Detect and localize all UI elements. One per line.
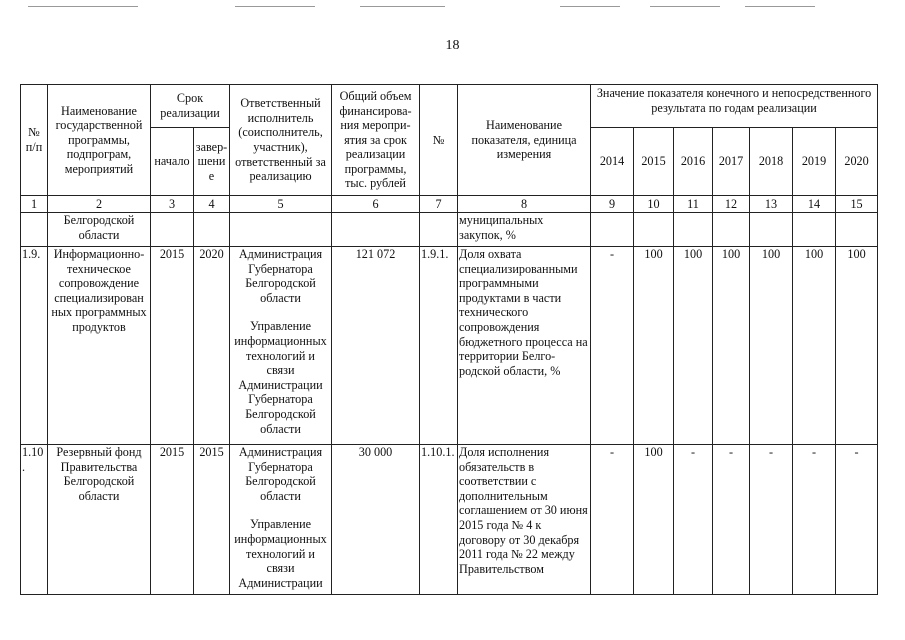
column-number: 14 — [793, 196, 836, 213]
row-value: - — [591, 247, 634, 445]
scan-line-3 — [360, 6, 445, 7]
column-number: 1 — [21, 196, 48, 213]
header-year: 2017 — [713, 128, 750, 196]
scan-line-6 — [745, 6, 815, 7]
column-number: 10 — [634, 196, 674, 213]
column-number: 11 — [674, 196, 713, 213]
header-year: 2019 — [793, 128, 836, 196]
column-number: 7 — [420, 196, 458, 213]
column-number: 8 — [458, 196, 591, 213]
row-value: - — [793, 445, 836, 595]
executor-primary: Администрация Губернатора Белгородской области — [238, 247, 323, 305]
column-number: 4 — [194, 196, 230, 213]
row-value: 100 — [793, 247, 836, 445]
page-number: 18 — [445, 38, 460, 53]
row-indicator-num: 1.10.1. — [420, 445, 458, 595]
row-value: - — [591, 445, 634, 595]
header-year: 2020 — [836, 128, 878, 196]
row-value: 100 — [836, 247, 878, 445]
row-indicator: Доля охвата специализированными программными продуктами в части технического сопровождения бюджетного процесса на территории Белго-родской области, % — [458, 247, 591, 445]
continuation-row — [21, 213, 878, 247]
row-value: - — [836, 445, 878, 595]
header-num: № п/п — [21, 85, 48, 196]
header-year: 2018 — [750, 128, 793, 196]
row-name: Информационно-техническое сопровождение специализирован ных программных продуктов — [48, 247, 151, 445]
header-end: завер-шение — [194, 128, 230, 196]
program-table — [20, 84, 878, 595]
row-value: - — [750, 445, 793, 595]
column-number: 3 — [151, 196, 194, 213]
row-num: 1.10. — [21, 445, 48, 595]
column-number: 5 — [230, 196, 332, 213]
column-number: 15 — [836, 196, 878, 213]
header-start: начало — [151, 128, 194, 196]
column-number: 12 — [713, 196, 750, 213]
header-executor: Ответственный исполнитель (соисполнитель, участник), ответственный за реализацию — [230, 85, 332, 196]
executor-primary: Администрация Губернатора Белгородской области — [238, 445, 323, 503]
row-start: 2015 — [151, 445, 194, 595]
scan-line-2 — [235, 6, 315, 7]
header-term: Срок реализации — [151, 85, 230, 128]
column-number: 9 — [591, 196, 634, 213]
row-value: 100 — [634, 445, 674, 595]
table-row — [21, 247, 878, 445]
continuation-name: Белгородской области — [48, 213, 151, 247]
scan-line-5 — [650, 6, 720, 7]
row-name: Резервный фонд Правительства Белгородской области — [48, 445, 151, 595]
row-value: 100 — [750, 247, 793, 445]
scan-line-4 — [560, 6, 620, 7]
header-year: 2014 — [591, 128, 634, 196]
row-start: 2015 — [151, 247, 194, 445]
header-finance: Общий объем финансирова-ния меропри-ятия за срок реализации программы, тыс. рублей — [332, 85, 420, 196]
row-executor — [230, 247, 332, 445]
header-values-title: Значение показателя конечного и непосредственного результата по годам реализации — [591, 85, 878, 128]
header-year: 2016 — [674, 128, 713, 196]
row-value: 100 — [634, 247, 674, 445]
row-end: 2015 — [194, 445, 230, 595]
row-finance: 30 000 — [332, 445, 420, 595]
row-value: 100 — [713, 247, 750, 445]
row-value: - — [713, 445, 750, 595]
executor-secondary: Управление информационных технологий и связи Администрации — [234, 517, 327, 590]
row-indicator-num: 1.9.1. — [420, 247, 458, 445]
column-number: 2 — [48, 196, 151, 213]
column-number: 6 — [332, 196, 420, 213]
continuation-indicator: муниципальных закупок, % — [458, 213, 591, 247]
scan-line-1 — [28, 6, 138, 7]
header-indicator-num: № — [420, 85, 458, 196]
row-value: 100 — [674, 247, 713, 445]
row-finance: 121 072 — [332, 247, 420, 445]
row-value: - — [674, 445, 713, 595]
header-year: 2015 — [634, 128, 674, 196]
row-end: 2020 — [194, 247, 230, 445]
row-executor — [230, 445, 332, 595]
header-name: Наименование государственной программы, подпрограм, мероприятий — [48, 85, 151, 196]
row-num: 1.9. — [21, 247, 48, 445]
row-indicator: Доля исполнения обязательств в соответствии с дополнительным соглашением от 30 июня 2015 года № 4 к договору от 30 декабря 2011 года № 22 между Правительством — [458, 445, 591, 595]
executor-secondary: Управление информационных технологий и связи Администрации Губернатора Белгородской области — [234, 319, 327, 436]
column-number: 13 — [750, 196, 793, 213]
header-indicator-name: Наименование показателя, единица измерения — [458, 85, 591, 196]
table-row — [21, 445, 878, 595]
